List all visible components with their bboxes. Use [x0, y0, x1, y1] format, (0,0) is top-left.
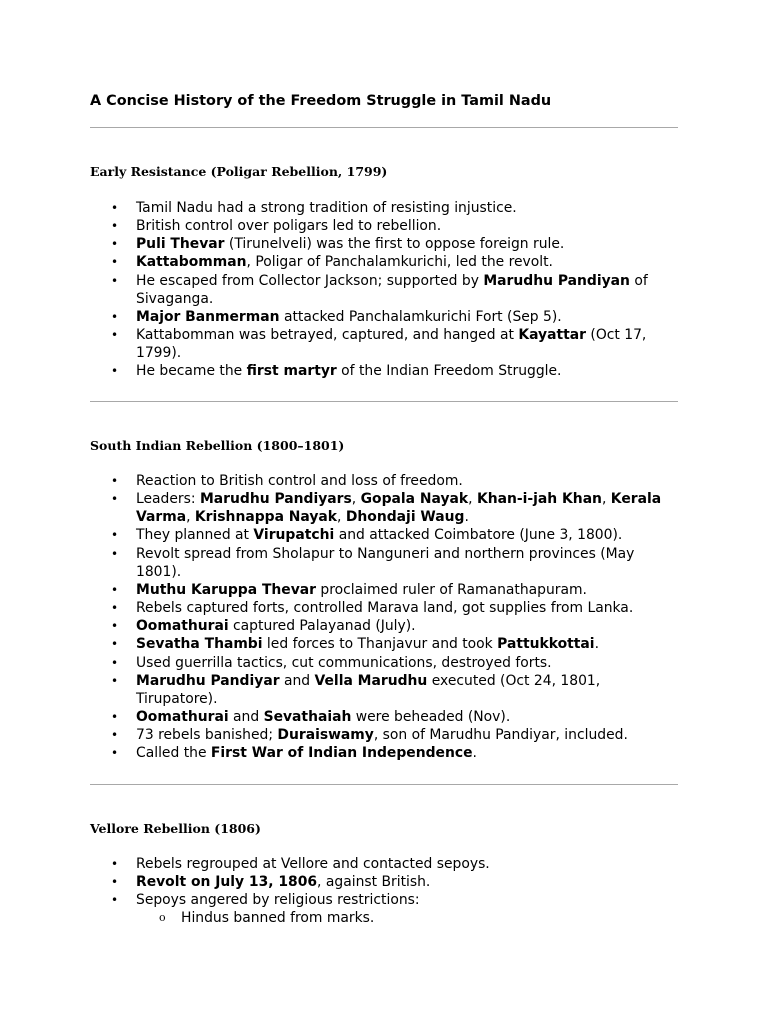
bold-text: Gopala Nayak: [360, 491, 469, 508]
bold-text: Kattabomman: [136, 254, 247, 271]
bold-text: Virupatchi: [253, 527, 335, 544]
list-item: • Rebels captured forts, controlled Marava land, got supplies from Lanka.: [90, 599, 680, 617]
list-item: • Tamil Nadu had a strong tradition of resisting injustice.: [90, 199, 680, 217]
list-item: • Reaction to British control and loss of freedom.: [90, 472, 680, 490]
bold-text: Pattukkottai: [497, 636, 595, 653]
bold-text: Marudhu Pandiyan: [483, 272, 630, 289]
bullet-list-south-indian-rebellion: [90, 472, 680, 763]
list-item: • Oomathurai and Sevathaiah were beheaded (Nov).: [90, 708, 680, 726]
list-item: • Puli Thevar (Tirunelveli) was the first to oppose foreign rule.: [90, 235, 680, 253]
bold-text: Kerala Varma: [136, 491, 662, 526]
bold-text: Oomathurai: [136, 709, 229, 726]
list-item: • Oomathurai captured Palayanad (July).: [90, 617, 680, 635]
list-item: • British control over poligars led to rebellion.: [90, 217, 680, 235]
bold-text: Duraiswamy: [277, 727, 374, 744]
bullet-list-early-resistance: [90, 199, 680, 381]
list-item: • Leaders: Marudhu Pandiyars, Gopala Nayak, Khan-i-jah Khan, Kerala Varma, Krishnappa Nayak, Dhondaji Waug.: [90, 490, 680, 526]
section-heading-vellore-rebellion: Vellore Rebellion (1806): [90, 821, 261, 836]
bold-text: Krishnappa Nayak: [194, 509, 338, 526]
bold-text: Sevatha Thambi: [136, 636, 263, 653]
bold-text: Sevathaiah: [263, 709, 352, 726]
list-item: • Revolt spread from Sholapur to Nanguneri and northern provinces (May 1801).: [90, 545, 680, 581]
list-item: • Called the First War of Indian Independence.: [90, 744, 680, 762]
bold-text: First War of Indian Independence: [210, 745, 473, 762]
section-heading-south-indian-rebellion: South Indian Rebellion (1800–1801): [90, 438, 345, 453]
bold-text: Oomathurai: [136, 618, 229, 635]
list-item: • Used guerrilla tactics, cut communications, destroyed forts.: [90, 654, 680, 672]
list-item: • Marudhu Pandiyar and Vella Marudhu executed (Oct 24, 1801, Tirupatore).: [90, 672, 680, 708]
section-heading-early-resistance: Early Resistance (Poligar Rebellion, 1799): [90, 164, 388, 179]
divider: [90, 127, 678, 128]
list-item: • He became the first martyr of the Indian Freedom Struggle.: [90, 362, 680, 380]
list-item: • They planned at Virupatchi and attacked Coimbatore (June 3, 1800).: [90, 526, 680, 544]
divider: [90, 784, 678, 785]
list-item: • He escaped from Collector Jackson; supported by Marudhu Pandiyan of Sivaganga.: [90, 272, 680, 308]
list-item: • Sepoys angered by religious restrictions:: [90, 891, 680, 909]
bold-text: Dhondaji Waug: [345, 509, 465, 526]
sub-list-item: o Hindus banned from marks.: [90, 909, 680, 927]
bold-text: Vella Marudhu: [314, 672, 428, 689]
divider: [90, 401, 678, 402]
bold-text: Revolt on July 13, 1806: [136, 874, 318, 891]
list-item: • Kattabomman was betrayed, captured, and hanged at Kayattar (Oct 17, 1799).: [90, 326, 680, 362]
bold-text: Marudhu Pandiyars: [199, 491, 352, 508]
list-item: • Rebels regrouped at Vellore and contacted sepoys.: [90, 855, 680, 873]
bold-text: first martyr: [246, 363, 337, 380]
bold-text: Puli Thevar: [136, 236, 225, 253]
list-item: • Muthu Karuppa Thevar proclaimed ruler of Ramanathapuram.: [90, 581, 680, 599]
bold-text: Kayattar: [518, 327, 586, 344]
list-item: • 73 rebels banished; Duraiswamy, son of Marudhu Pandiyar, included.: [90, 726, 680, 744]
bullet-list-vellore-rebellion: [90, 855, 680, 928]
list-item: • Revolt on July 13, 1806, against British.: [90, 873, 680, 891]
list-item: • Major Banmerman attacked Panchalamkurichi Fort (Sep 5).: [90, 308, 680, 326]
bold-text: Muthu Karuppa Thevar: [136, 581, 317, 598]
bold-text: Major Banmerman: [136, 308, 280, 325]
document-title: A Concise History of the Freedom Struggle in Tamil Nadu: [90, 93, 552, 109]
bold-text: Khan-i-jah Khan: [476, 491, 602, 508]
bold-text: Marudhu Pandiyar: [136, 672, 280, 689]
list-item: • Sevatha Thambi led forces to Thanjavur and took Pattukkottai.: [90, 635, 680, 653]
list-item: • Kattabomman, Poligar of Panchalamkurichi, led the revolt.: [90, 253, 680, 271]
